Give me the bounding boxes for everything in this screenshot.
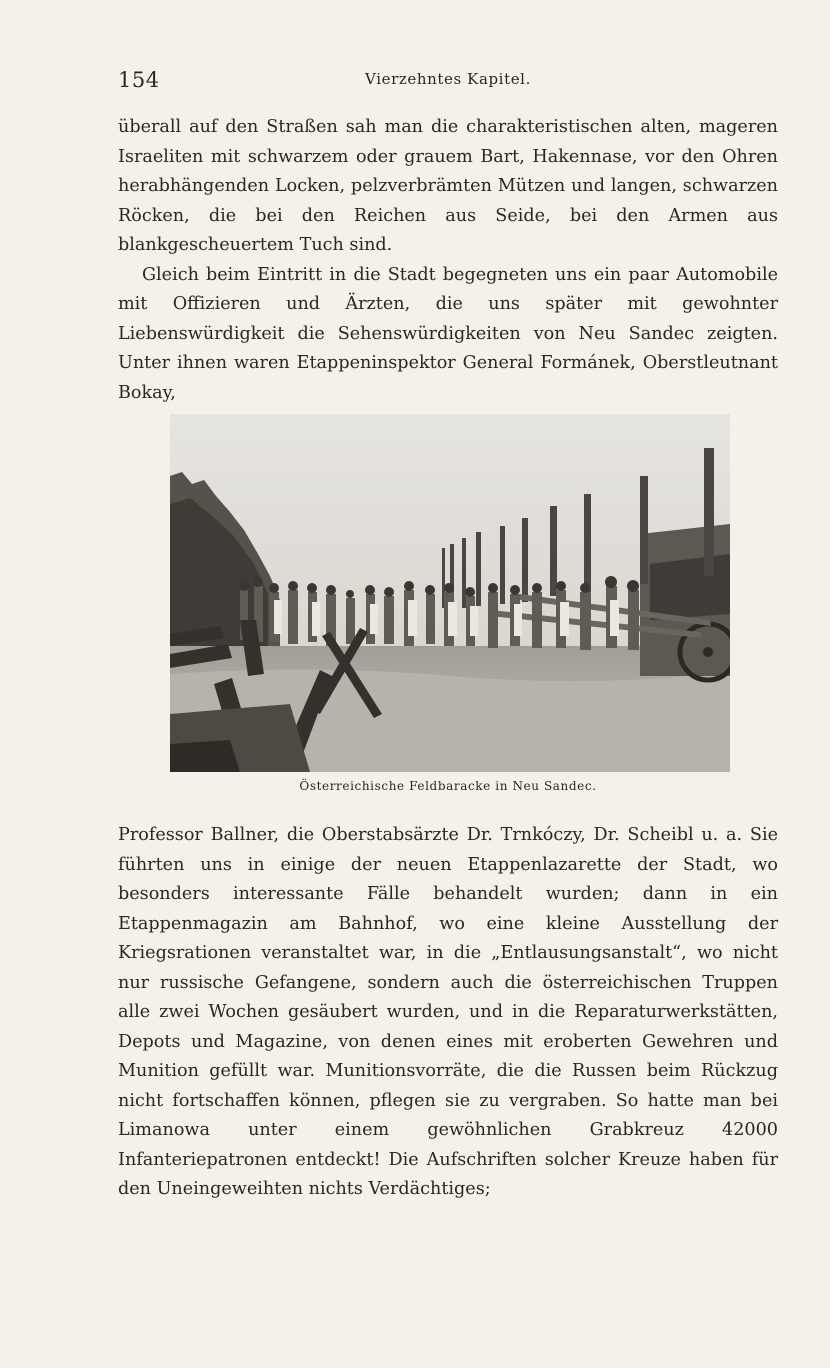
- running-head: Vierzehntes Kapitel.: [365, 70, 531, 88]
- photograph-illustration: [170, 414, 730, 772]
- paragraph: Gleich beim Eintritt in die Stadt begegneten uns ein paar Automobile mit Offizieren und Ärzten, die uns später mit gewohnter Liebenswürdigkeit die Sehenswürdigkeiten von Neu Sandec zeigten. Unter ihnen waren Etappeninspektor General Formánek, Oberstleutnant Bokay,: [118, 264, 778, 403]
- figure-caption: Österreichische Feldbaracke in Neu Sandec.: [299, 779, 597, 793]
- body-text-top: [118, 113, 778, 408]
- paragraph: Professor Ballner, die Oberstabsärzte Dr. Trnkóczy, Dr. Scheibl u. a. Sie führten uns in einige der neuen Etappenlazarette der Stadt, wo besonders interessante Fälle behandelt wurden; dann in ein Etappenmagazin am Bahnhof, wo eine kleine Ausstellung der Kriegsrationen veranstaltet war, in die „Entlausungsanstalt“, wo nicht nur russische Gefangene, sondern auch die österreichischen Truppen alle zwei Wochen gesäubert wurden, und in die Reparaturwerkstätten, Depots und Magazine, von denen eines mit eroberten Gewehren und Munition gefüllt war. Munitionsvorräte, die die Russen beim Rückzug nicht fortschaffen können, pflegen sie zu vergraben. So hatte man bei Limanowa unter einem gewöhnlichen Grabkreuz 42000 Infanteriepatronen entdeckt! Die Aufschriften solcher Kreuze haben für den Uneingeweihten nichts Verdächtiges;: [118, 825, 778, 1199]
- paragraph: überall auf den Straßen sah man die charakteristischen alten, mageren Israeliten mit schwarzem oder grauem Bart, Hakennase, vor den Ohren herabhängenden Locken, pelzverbrämten Mützen und langen, schwarzen Röcken, die bei den Reichen aus Seide, bei den Armen aus blankgescheuertem Tuch sind.: [118, 117, 778, 255]
- page-number: 154: [118, 68, 160, 92]
- photograph-field-barrack: [170, 414, 730, 772]
- body-text-bottom: [118, 821, 778, 1205]
- page-header: [118, 68, 778, 96]
